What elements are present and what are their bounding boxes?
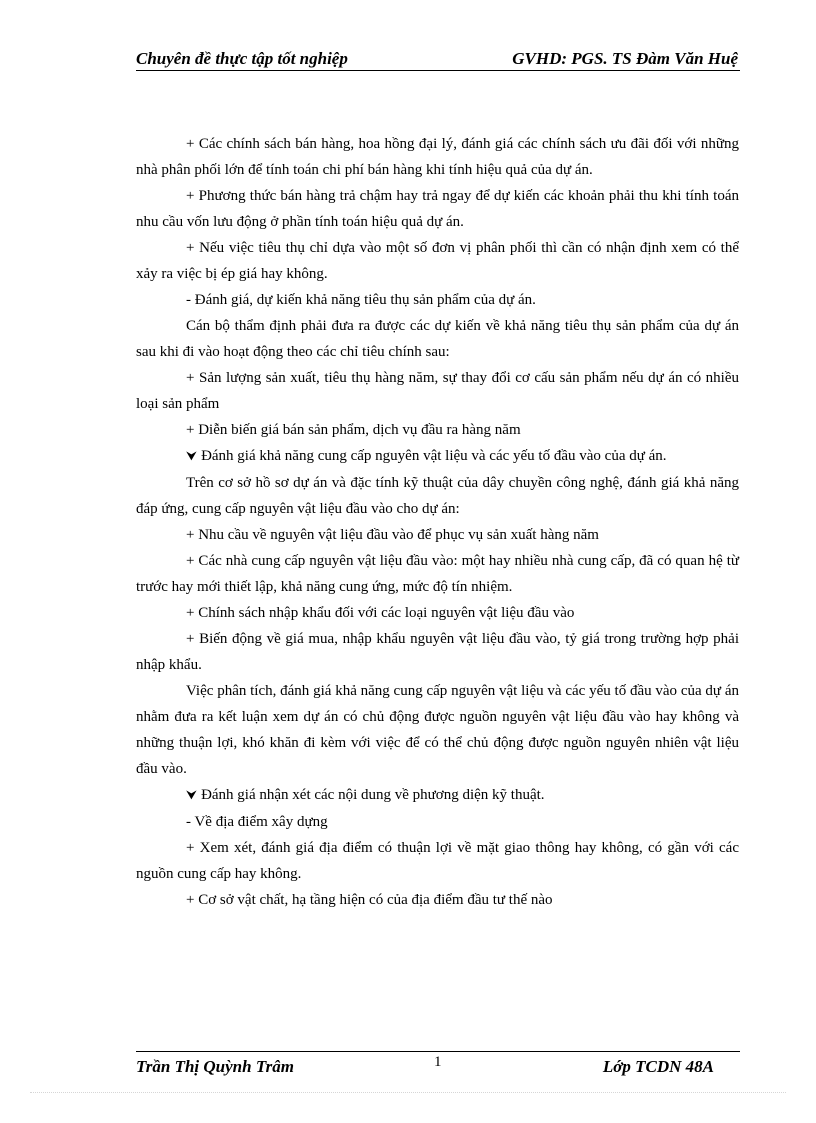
paragraph: + Cơ sở vật chất, hạ tầng hiện có của địa điểm đầu tư thế nào (186, 892, 553, 908)
page-footer (136, 1051, 740, 1082)
bullet-paragraph (136, 443, 739, 470)
paragraph: + Xem xét, đánh giá địa điểm có thuận lợi về mặt giao thông hay không, có gần với các nguồn cung cấp hay không. (136, 840, 739, 882)
paragraph: + Chính sách nhập khẩu đối với các loại nguyên vật liệu đầu vào (186, 605, 575, 621)
paragraph: + Các chính sách bán hàng, hoa hồng đại lý, đánh giá các chính sách ưu đãi đối với những nhà phân phối lớn để tính toán chi phí bán hàng khi tính hiệu quả của dự án. (136, 136, 739, 178)
paragraph: Trên cơ sở hồ sơ dự án và đặc tính kỹ thuật của dây chuyền công nghệ, đánh giá khả năng đáp ứng, cung cấp nguyên vật liệu đầu vào cho dự án: (136, 475, 739, 517)
document-body (136, 131, 739, 913)
header-title: Chuyên đề thực tập tốt nghiệp (136, 49, 348, 68)
page-number: 1 (434, 1054, 442, 1070)
paragraph: - Về địa điểm xây dựng (186, 814, 328, 830)
footer-class: Lớp TCDN 48A (602, 1057, 714, 1076)
checkmark-bullet-icon: ⮟ (186, 788, 198, 803)
page-edge-divider (30, 1092, 786, 1093)
paragraph: + Nhu cầu về nguyên vật liệu đầu vào để phục vụ sản xuất hàng năm (186, 527, 599, 543)
paragraph-text: Đánh giá nhận xét các nội dung về phương diện kỹ thuật. (201, 787, 545, 803)
paragraph: + Diễn biến giá bán sản phẩm, dịch vụ đầu ra hàng năm (186, 422, 521, 438)
paragraph: + Nếu việc tiêu thụ chỉ dựa vào một số đơn vị phân phối thì cần có nhận định xem có thể xảy ra việc bị ép giá hay không. (136, 240, 739, 282)
checkmark-bullet-icon: ⮟ (186, 449, 198, 464)
paragraph: + Phương thức bán hàng trả chậm hay trả ngay để dự kiến các khoản phải thu khi tính toán nhu cầu vốn lưu động ở phần tính toán hiệu quả dự án. (136, 188, 739, 230)
header-advisor: GVHD: PGS. TS Đàm Văn Huệ (512, 49, 738, 68)
footer-author: Trần Thị Quỳnh Trâm (136, 1057, 294, 1076)
bullet-paragraph (136, 782, 739, 809)
paragraph-text: Đánh giá khả năng cung cấp nguyên vật liệu và các yếu tố đầu vào của dự án. (201, 448, 667, 464)
paragraph: + Biến động về giá mua, nhập khẩu nguyên vật liệu đầu vào, tỷ giá trong trường hợp phải nhập khẩu. (136, 631, 739, 673)
paragraph: + Sản lượng sản xuất, tiêu thụ hàng năm, sự thay đổi cơ cấu sản phẩm nếu dự án có nhiều loại sản phẩm (136, 370, 739, 412)
paragraph: + Các nhà cung cấp nguyên vật liệu đầu vào: một hay nhiều nhà cung cấp, đã có quan hệ từ trước hay mới thiết lập, khả năng cung ứng, mức độ tín nhiệm. (136, 553, 739, 595)
paragraph: Việc phân tích, đánh giá khả năng cung cấp nguyên vật liệu và các yếu tố đầu vào của dự án nhằm đưa ra kết luận xem dự án có chủ động được nguồn nguyên vật liệu đầu vào hay không và những thuận lợi, khó khăn đi kèm với việc để có thể chủ động được nguồn nguyên nhiên vật liệu đầu vào. (136, 683, 739, 777)
paragraph: - Đánh giá, dự kiến khả năng tiêu thụ sản phẩm của dự án. (186, 292, 536, 308)
paragraph: Cán bộ thẩm định phải đưa ra được các dự kiến về khả năng tiêu thụ sản phẩm của dự án sau khi đi vào hoạt động theo các chỉ tiêu chính sau: (136, 318, 739, 360)
page-header (136, 48, 740, 71)
